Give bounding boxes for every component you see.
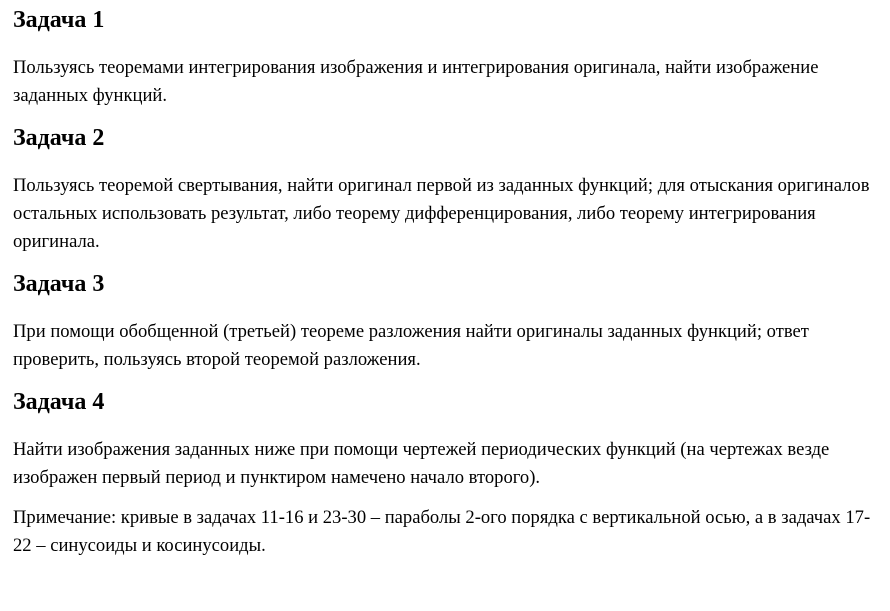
task-3-text: При помощи обобщенной (третьей) теореме разложения найти оригиналы заданных функций; ответ проверить, пользуясь второй теоремой разложения. [13,321,809,370]
task-1 [13,4,876,110]
task-3-heading: Задача 3 [13,271,105,297]
task-3 [13,268,876,374]
task-4-heading: Задача 4 [13,389,105,415]
note-text: Примечание: кривые в задачах 11-16 и 23-30 – параболы 2-ого порядка с вертикальной осью, а в задачах 17-22 – синусоиды и косинусоиды. [13,507,871,556]
task-1-text: Пользуясь теоремами интегрирования изображения и интегрирования оригинала, найти изображение заданных функций. [13,57,819,106]
task-2-text: Пользуясь теоремой свертывания, найти оригинал первой из заданных функций; для отыскания оригиналов остальных использовать результат, либо теорему дифференцирования, либо теорему интегрирования оригинала. [13,175,870,252]
task-2-heading: Задача 2 [13,125,105,151]
task-4-text: Найти изображения заданных ниже при помощи чертежей периодических функций (на чертежах везде изображен первый период и пунктиром намечено начало второго). [13,439,830,488]
task-2 [13,122,876,256]
task-1-heading: Задача 1 [13,7,105,33]
task-4 [13,386,876,492]
